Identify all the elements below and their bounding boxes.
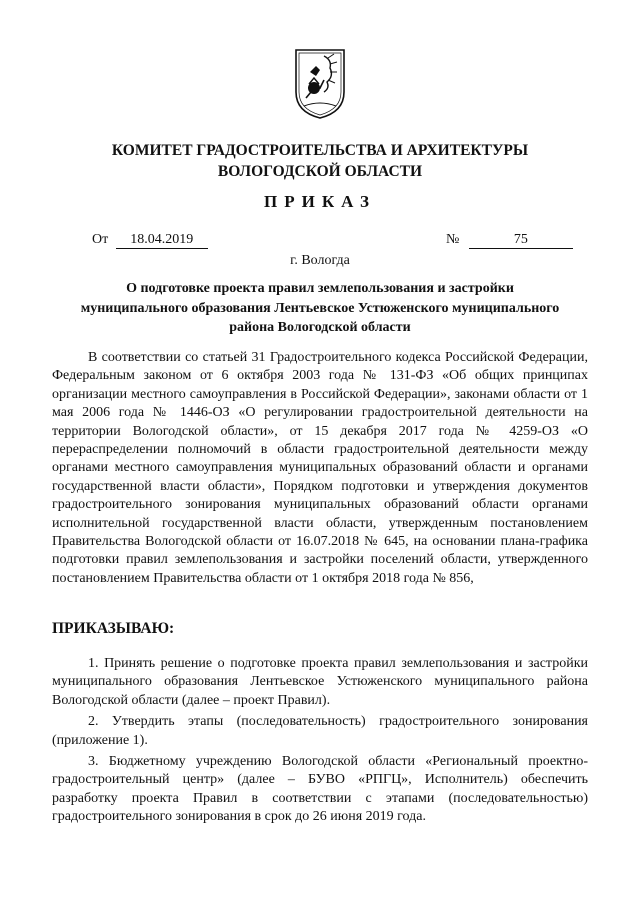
- preamble-paragraph: В соответствии со статьей 31 Градостроительного кодекса Российской Федерации, Федеральным законом от 6 октября 2003 года № 131-ФЗ «Об общих принципах организации местного самоуправления в Российской Федерации», законами области от 1 мая 2006 года № 1446-ОЗ «О регулировании градостроительной деятельности на территории Вологодской области», от 15 декабря 2017 года № 4259-ОЗ «О перераспределении полномочий в области градостроительной деятельности между органами местного самоуправления муниципальных образований области и органами государственной власти области», Порядком подготовки и утверждения документов градостроительного зонирования муниципальных образований области органами исполнительной государственной власти области, утвержденным постановлением Правительства Вологодской области от 16.07.2018 № 645, на основании плана-графика подготовки правил землепользования и застройки поселений области, утвержденного постановлением Правительства области от 1 октября 2018 года № 856,: [52, 350, 588, 586]
- order-items: [52, 655, 588, 830]
- subject-line-3: района Вологодской области: [229, 320, 411, 335]
- date-label: От: [92, 232, 109, 247]
- document-type: ПРИКАЗ: [264, 192, 376, 211]
- document-subject: [52, 279, 588, 338]
- organization-name: [0, 140, 640, 182]
- vologda-coat-of-arms-icon: [294, 48, 346, 120]
- order-item: 2. Утвердить этапы (последовательность) градостроительного зонирования (приложение 1).: [52, 714, 588, 748]
- city: г. Вологда: [290, 253, 350, 268]
- document-date: 18.04.2019: [116, 232, 208, 249]
- subject-line-2: муниципального образования Лентьевское Устюженского муниципального: [80, 300, 560, 316]
- org-line-1: КОМИТЕТ ГРАДОСТРОИТЕЛЬСТВА И АРХИТЕКТУРЫ: [111, 142, 529, 159]
- number-label: №: [446, 232, 460, 247]
- date-row: [92, 232, 208, 249]
- order-item: 3. Бюджетному учреждению Вологодской области «Региональный проектно-градостроительный центр» (далее – БУВО «РПГЦ», Исполнитель) обеспечить разработку проекта Правил в соответствии с этапами (последовательностью) градостроительного зонирования в срок до 26 июня 2019 года.: [52, 754, 588, 825]
- order-heading: ПРИКАЗЫВАЮ:: [52, 620, 175, 637]
- order-item: 1. Принять решение о подготовке проекта правил землепользования и застройки муниципального образования Лентьевское Устюженского муниципального района Вологодской области (далее – проект Правил).: [52, 656, 588, 708]
- subject-line-1: О подготовке проекта правил землепользования и застройки: [126, 281, 514, 296]
- number-row: [446, 232, 573, 249]
- org-line-2: ВОЛОГОДСКОЙ ОБЛАСТИ: [217, 163, 423, 180]
- document-number: 75: [469, 232, 573, 249]
